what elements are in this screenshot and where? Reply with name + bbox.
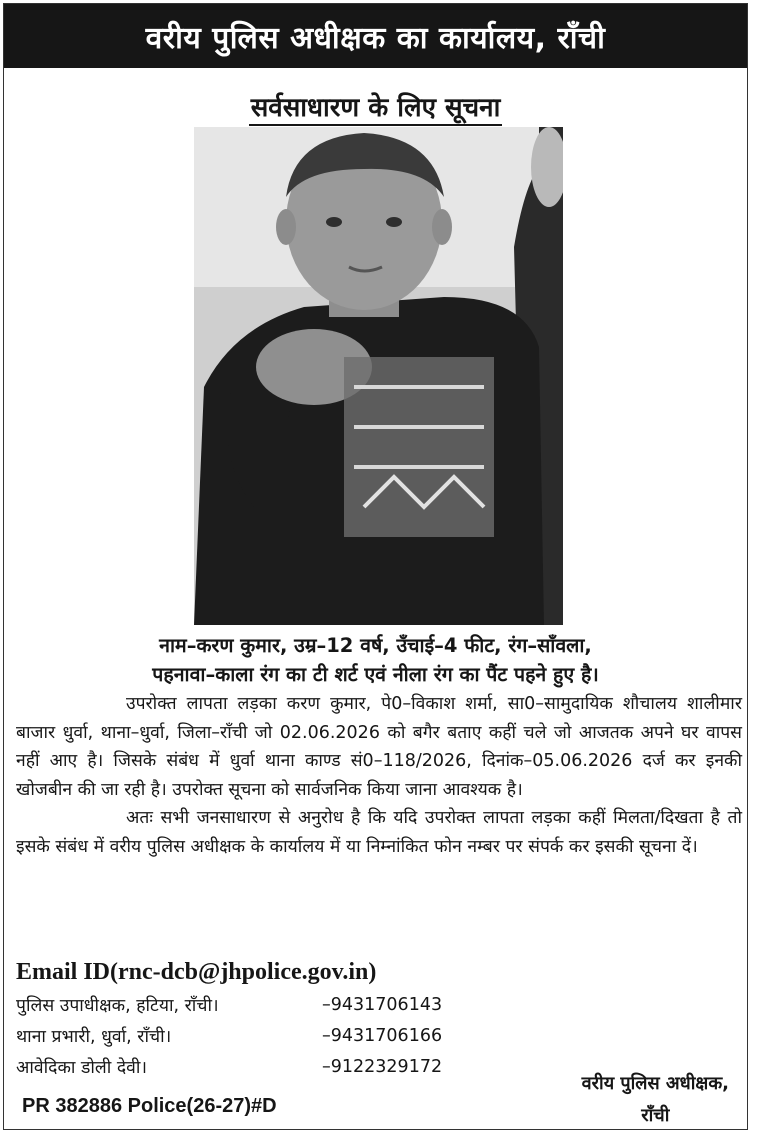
- contact-list: [16, 989, 442, 1082]
- contact-phone: –9431706166: [322, 1025, 443, 1046]
- missing-child-photo: [194, 127, 563, 625]
- contact-name: पुलिस उपाधीक्षक, हटिया, राँची।: [16, 995, 219, 1016]
- signature-location: राँची: [641, 1105, 670, 1126]
- notice-body: [16, 690, 742, 861]
- signature-block: [582, 1068, 729, 1132]
- contact-name: थाना प्रभारी, धुर्वा, राँची।: [16, 1026, 172, 1047]
- contact-phone: –9431706143: [322, 994, 443, 1015]
- contact-name: आवेदिका डोली देवी।: [16, 1057, 148, 1078]
- pr-number: PR 382886 Police(26-27)#D: [22, 1095, 277, 1117]
- details-line-1: नाम–करण कुमार, उम्र–12 वर्ष, उँचाई–4 फीट, रंग–साँवला,: [159, 634, 592, 657]
- contact-phone: –9122329172: [322, 1056, 443, 1077]
- contact-row: [16, 1051, 442, 1082]
- child-details: [4, 631, 747, 689]
- contact-row: [16, 989, 442, 1020]
- contact-row: [16, 1020, 442, 1051]
- notice-subtitle: [4, 88, 747, 124]
- office-header: वरीय पुलिस अधीक्षक का कार्यालय, राँची: [4, 4, 747, 68]
- notice-subtitle-text: सर्वसाधारण के लिए सूचना: [249, 93, 503, 126]
- body-paragraph-2: अतः सभी जनसाधारण से अनुरोध है कि यदि उपरोक्त लापता लड़का कहीं मिलता/दिखता है तो इसके संबंध में वरीय पुलिस अधीक्षक के कार्यालय में या निम्नांकित फोन नम्बर पर संपर्क कर इसकी सूचना दें।: [16, 808, 742, 857]
- email-id: Email ID(rnc-dcb@jhpolice.gov.in): [16, 959, 377, 985]
- notice-frame: [3, 3, 748, 1130]
- details-line-2: पहनावा–काला रंग का टी शर्ट एवं नीला रंग का पैंट पहने हुए है।: [152, 663, 599, 686]
- signature-title: वरीय पुलिस अधीक्षक,: [581, 1073, 729, 1094]
- photo-illustration: [194, 127, 563, 625]
- body-paragraph-1: उपरोक्त लापता लड़का करण कुमार, पे0–विकाश शर्मा, सा0–सामुदायिक शौचालय शालीमार बाजार धुर्वा, थाना–धुर्वा, जिला–राँची जो 02.06.2026 को बगैर बताए कहीं चले जो आजतक अपने घर वापस नहीं आए है। जिसके संबंध में धुर्वा थाना काण्ड सं0–118/2026, दिनांक–05.06.2026 दर्ज कर इनकी खोजबीन की जा रही है। उपरोक्त सूचना को सार्वजनिक किया जाना आवश्यक है।: [16, 694, 742, 800]
